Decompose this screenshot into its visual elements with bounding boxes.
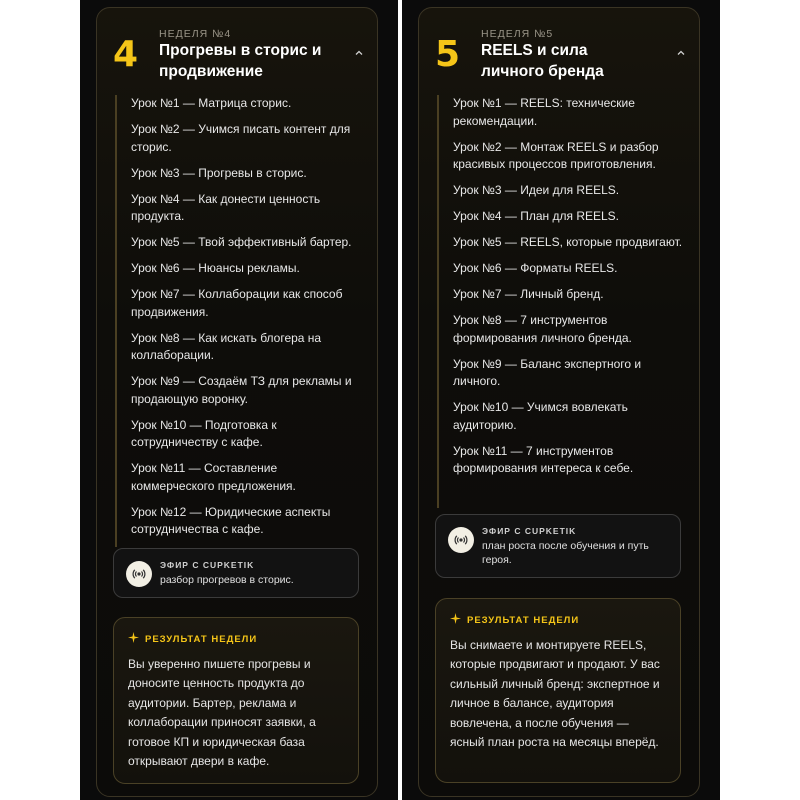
lesson-item: Урок №2 — Монтаж REELS и разбор красивых процессов приготовления. <box>453 139 659 171</box>
lesson-item: Урок №11 — Составление коммерческого предложения. <box>131 461 296 493</box>
broadcast-icon <box>126 561 152 587</box>
lesson-item: Урок №3 — Прогревы в сторис. <box>131 165 307 180</box>
chevron-up-icon[interactable] <box>353 48 365 60</box>
week-label: НЕДЕЛЯ №4 <box>159 28 232 40</box>
lesson-item: Урок №6 — Нюансы рекламы. <box>131 261 300 275</box>
lesson-list <box>437 95 685 508</box>
chevron-up-icon[interactable] <box>675 48 687 60</box>
lesson-item: Урок №7 — Личный бренд. <box>453 287 604 301</box>
result-title: РЕЗУЛЬТАТ НЕДЕЛИ <box>145 633 258 645</box>
lesson-item: Урок №6 — Форматы REELS. <box>453 261 618 275</box>
week-number: 5 <box>435 34 461 75</box>
week-4-panel <box>80 0 398 800</box>
live-title: ЭФИР С CUPKETIK <box>160 560 255 570</box>
lesson-item: Урок №4 — План для REELS. <box>453 209 620 223</box>
live-stream-block <box>435 514 681 578</box>
lesson-item: Урок №5 — REELS, которые продвигают. <box>453 235 683 249</box>
week-result-block <box>435 598 681 783</box>
lesson-item: Урок №1 — Матрица сторис. <box>131 96 292 110</box>
lesson-item: Урок №8 — 7 инструментов формирования личного бренда. <box>453 313 632 345</box>
result-title: РЕЗУЛЬТАТ НЕДЕЛИ <box>467 614 580 626</box>
week-card <box>96 7 378 797</box>
lesson-item: Урок №9 — Создаём ТЗ для рекламы и продающую воронку. <box>131 374 352 406</box>
live-text: план роста после обучения и путь героя. <box>482 540 649 566</box>
result-text: Вы уверенно пишете прогревы и доносите ценность продукта до аудитории. Бартер, реклама и коллаборации приносят заявки, а готовое КП и юридическая база открывают двери в кафе. <box>128 657 316 769</box>
live-title: ЭФИР С CUPKETIK <box>482 526 577 536</box>
lesson-item: Урок №2 — Учимся писать контент для сторис. <box>131 122 351 154</box>
lesson-item: Урок №10 — Учимся вовлекать аудиторию. <box>453 400 628 432</box>
lesson-item: Урок №5 — Твой эффективный бартер. <box>131 235 352 249</box>
sparkle-icon <box>128 632 139 646</box>
broadcast-icon <box>448 527 474 553</box>
week-card <box>418 7 700 797</box>
week-title: REELS и сила личного бренда <box>481 42 604 80</box>
live-text: разбор прогревов в сторис. <box>160 574 294 586</box>
lesson-item: Урок №1 — REELS: технические рекомендации. <box>453 96 635 128</box>
lesson-item: Урок №8 — Как искать блогера на коллаборации. <box>131 330 322 362</box>
week-number: 4 <box>113 34 139 75</box>
result-text: Вы снимаете и монтируете REELS, которые продвигают и продают. У вас сильный личный бренд: экспертное и личное в балансе, аудитория вовлечена, а после обучения — ясный план роста на месяцы вперёд. <box>450 638 660 750</box>
sparkle-icon <box>450 613 461 627</box>
lesson-item: Урок №4 — Как донести ценность продукта. <box>131 191 321 223</box>
lesson-item: Урок №11 — 7 инструментов формирования интереса к себе. <box>453 443 634 475</box>
week-5-panel <box>402 0 720 800</box>
lesson-list <box>115 95 363 547</box>
lesson-item: Урок №9 — Баланс экспертного и личного. <box>453 356 642 388</box>
lesson-item: Урок №12 — Юридические аспекты сотрудничества с кафе. <box>131 504 331 536</box>
lesson-item: Урок №7 — Коллаборации как способ продвижения. <box>131 287 343 319</box>
week-label: НЕДЕЛЯ №5 <box>481 28 554 40</box>
live-stream-block <box>113 548 359 598</box>
week-title: Прогревы в сторис и продвижение <box>159 42 322 80</box>
lesson-item: Урок №3 — Идеи для REELS. <box>453 183 620 197</box>
week-result-block <box>113 617 359 784</box>
lesson-item: Урок №10 — Подготовка к сотрудничеству с кафе. <box>131 417 277 449</box>
